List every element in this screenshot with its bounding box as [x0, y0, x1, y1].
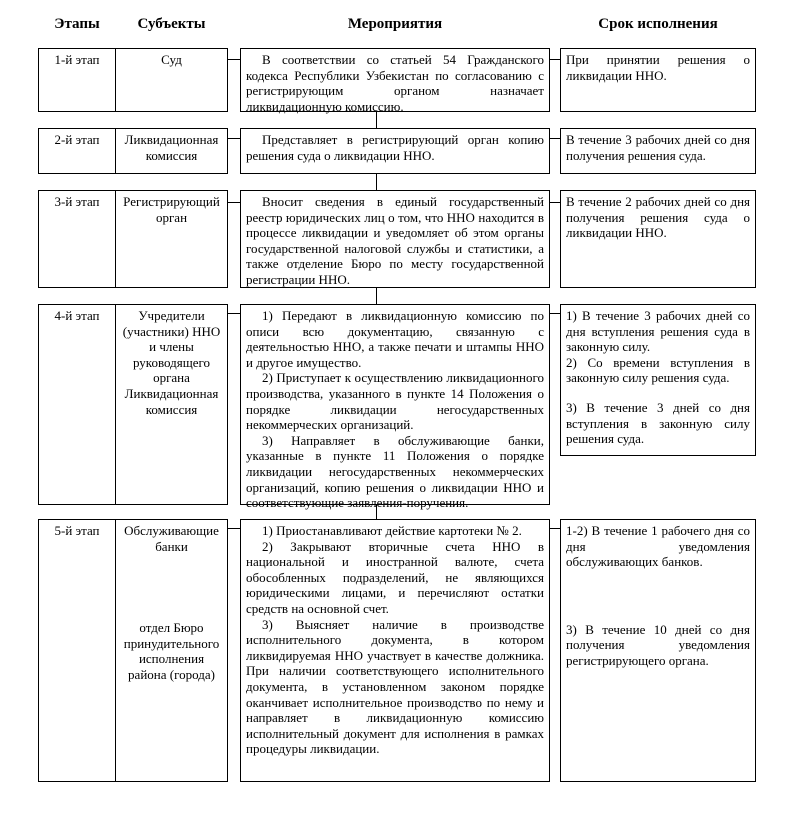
subject-5-banks: Обслуживающие банки: [124, 523, 219, 554]
header-actions: Мероприятия: [347, 16, 443, 32]
action-4-1: 1) Передают в ликвидационную комиссию по описи всю документацию, связанную с деятельностью ННО, а также печати и штампы ННО и другое имущество.: [246, 308, 544, 370]
connector-2-3: [376, 174, 377, 190]
action-1-1: В соответствии со статьей 54 Гражданского кодекса Республики Узбекистан по согласованию с регистрирующим органом назначает ликвидационную комиссию.: [246, 52, 544, 114]
deadline-2-1: В течение 3 рабочих дней со дня получения решения суда.: [566, 132, 750, 163]
subject-3-box: Регистрирующий орган: [115, 190, 228, 288]
subject-1-box: Суд: [115, 48, 228, 112]
action-5-3: 3) Выясняет наличие в производстве исполнительного документа, в котором ликвидируемая ННО участвует в качестве должника. При наличии соответствующего исполнительного документа, в установленном законом порядке оканчивает исполнительное производство по нему и направляет в ликвидационную комиссию исполнительный документ для исполнения в рамках процедуры ликвидации.: [246, 616, 544, 757]
deadline-5-box: [560, 519, 756, 782]
stage-4-box: 4-й этап: [38, 304, 116, 505]
deadline-4-1: 1) В течение 3 рабочих дней со дня вступления решения суда в законную силу.: [566, 308, 750, 355]
actions-2-box: [240, 128, 550, 174]
deadline-1-1: При принятии решения о ликвидации ННО.: [566, 52, 750, 83]
header-subjects: Субъекты: [137, 16, 206, 32]
subject-2-box: Ликвидационная комиссия: [115, 128, 228, 174]
deadline-4-2: 2) Со времени вступления в законную силу решения суда.: [566, 354, 750, 386]
connector-1-2: [376, 112, 377, 128]
deadline-3-1: В течение 2 рабочих дней со дня получения решения суда о ликвидации ННО.: [566, 194, 750, 241]
actions-1-box: [240, 48, 550, 112]
actions-5-box: [240, 519, 550, 782]
deadline-5-1: 1-2) В течение 1 рабочего дня со дня уведомления обслуживающих банков.: [566, 523, 750, 570]
action-5-2: 2) Закрывают вторичные счета ННО в национальной и иностранной валюте, счета обособленных подразделений, не являющихся юридическими лицами, и перечисляют остатки средств на основной счет.: [246, 538, 544, 616]
subject-5-box: [115, 519, 228, 782]
stage-3-box: 3-й этап: [38, 190, 116, 288]
header-deadline: Срок исполнения: [598, 16, 718, 32]
actions-4-box: [240, 304, 550, 511]
header-stages: Этапы: [54, 16, 100, 32]
action-4-2: 2) Приступает к осуществлению ликвидационного производства, указанного в пункте 14 Положения о порядке ликвидации негосударственных некоммерческих организаций.: [246, 370, 544, 433]
actions-3-box: [240, 190, 550, 288]
stage-1-box: 1-й этап: [38, 48, 116, 112]
action-5-1: 1) Приостанавливают действие картотеки № 2.: [262, 523, 522, 538]
deadline-5-2: 3) В течение 10 дней со дня получения уведомления регистрирующего органа.: [566, 621, 750, 668]
action-4-3: 3) Направляет в обслуживающие банки, указанные в пункте 11 Положения о порядке ликвидации негосударственных некоммерческих организаций, копию решения о ликвидации ННО и соответствующие заявления-поручения.: [246, 432, 544, 511]
connector-3-4: [376, 288, 377, 304]
subject-5-bureau: отдел Бюро принудительного исполнения района (города): [123, 620, 220, 682]
deadline-2-box: [560, 128, 756, 174]
action-3-1: Вносит сведения в единый государственный реестр юридических лиц о том, что ННО находится в процессе ликвидации и уведомляет об этом органы государственной налоговой службы и статистики, а также отделение Бюро по месту государственной регистрации ННО.: [246, 194, 544, 287]
action-2-1: Представляет в регистрирующий орган копию решения суда о ликвидации ННО.: [246, 132, 544, 163]
subject-4-box: Учредители (участники) ННО и члены руководящего органа Ликвидационная комиссия: [115, 304, 228, 505]
deadline-1-box: [560, 48, 756, 112]
deadline-3-box: [560, 190, 756, 288]
deadline-4-box: [560, 304, 756, 456]
deadline-4-3: 3) В течение 3 дней со дня вступления в законную силу решения суда.: [566, 399, 750, 447]
stage-2-box: 2-й этап: [38, 128, 116, 174]
stage-5-box: 5-й этап: [38, 519, 116, 782]
